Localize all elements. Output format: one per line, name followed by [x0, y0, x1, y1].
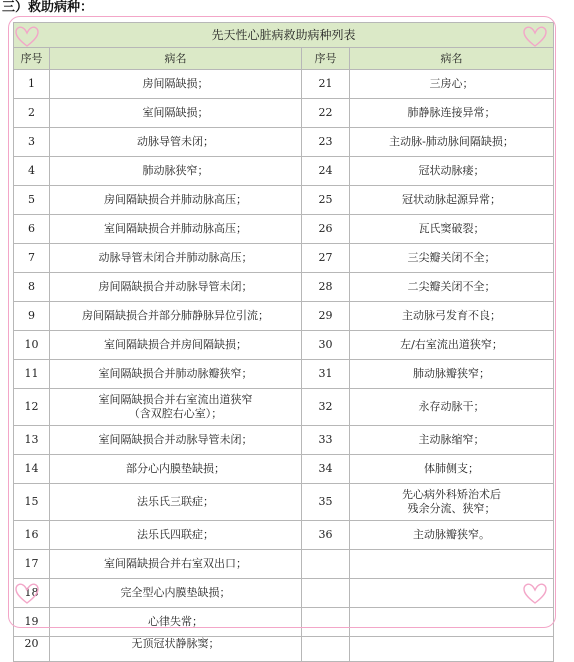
number-left-text: 10: [24, 338, 39, 351]
table-row: [14, 484, 554, 521]
table-row: [14, 186, 554, 215]
section-heading: 三）救助病种：: [2, 0, 94, 15]
disease-right-text: 主动脉缩窄；: [418, 433, 485, 446]
number-right-text: 27: [318, 251, 333, 264]
number-left-cell: [14, 302, 50, 331]
header-number-right: 序号: [302, 48, 350, 70]
disease-right-cell: [350, 302, 554, 331]
number-left-cell: [14, 608, 50, 637]
number-left-cell: [14, 157, 50, 186]
disease-right-cell: [350, 215, 554, 244]
disease-right-cell: [350, 579, 554, 608]
number-right-cell: [302, 484, 350, 521]
number-right-cell: [302, 244, 350, 273]
disease-left-text: 室间隔缺损；: [142, 106, 209, 119]
number-right-text: 34: [318, 462, 333, 475]
table-row: [14, 426, 554, 455]
number-left-text: 19: [24, 615, 39, 628]
table-row: [14, 157, 554, 186]
table-row: [14, 302, 554, 331]
number-right-text: 22: [318, 106, 333, 119]
number-left-text: 16: [24, 528, 39, 541]
disease-left-text: 房间隔缺损；: [142, 77, 209, 90]
disease-left-cell: [50, 70, 302, 99]
disease-left-text: 室间隔缺损合并右室流出道狭窄: [98, 393, 253, 406]
disease-right-cell: [350, 550, 554, 579]
disease-right-cell: [350, 157, 554, 186]
table-row: [14, 550, 554, 579]
disease-left-text: 无顶冠状静脉窦；: [131, 637, 220, 650]
disease-left-cell: [50, 331, 302, 360]
number-right-cell: [302, 579, 350, 608]
number-left-text: 11: [24, 367, 39, 380]
header-number-left: 序号: [14, 48, 50, 70]
disease-left-text: 室间隔缺损合并动脉导管未闭；: [98, 433, 253, 446]
number-right-cell: [302, 521, 350, 550]
number-left-cell: [14, 426, 50, 455]
table-body: [14, 70, 554, 662]
number-left-text: 7: [28, 251, 35, 264]
disease-left-text: 房间隔缺损合并部分肺静脉异位引流；: [82, 309, 269, 322]
disease-right-cell: [350, 99, 554, 128]
number-right-text: 26: [318, 222, 333, 235]
disease-right-cell: [350, 128, 554, 157]
number-left-text: 20: [24, 637, 39, 650]
number-left-text: 14: [24, 462, 39, 475]
disease-left-text: 室间隔缺损合并房间隔缺损；: [104, 338, 247, 351]
disease-table: [13, 22, 554, 662]
number-left-text: 5: [28, 193, 35, 206]
disease-right-cell: [350, 637, 554, 662]
disease-left-cell: [50, 637, 302, 662]
disease-right-cell: [350, 273, 554, 302]
number-right-cell: [302, 215, 350, 244]
disease-left-cell: [50, 389, 302, 426]
number-right-cell: [302, 157, 350, 186]
table-row: [14, 579, 554, 608]
number-right-text: 33: [318, 433, 333, 446]
number-left-text: 15: [24, 495, 39, 508]
disease-left-text: 心律失常；: [148, 615, 203, 628]
number-left-cell: [14, 550, 50, 579]
disease-right-cell: [350, 389, 554, 426]
number-left-cell: [14, 360, 50, 389]
disease-left-cell: [50, 244, 302, 273]
number-right-text: 32: [318, 400, 333, 413]
number-right-text: 30: [318, 338, 333, 351]
disease-left-text: 动脉导管未闭合并肺动脉高压；: [98, 251, 253, 264]
disease-left-text: 室间隔缺损合并肺动脉高压；: [104, 222, 247, 235]
disease-right-text: 瓦氏窦破裂；: [418, 222, 485, 235]
number-left-cell: [14, 215, 50, 244]
disease-left-cell: [50, 186, 302, 215]
disease-left-cell: [50, 484, 302, 521]
number-left-text: 17: [24, 557, 39, 570]
disease-left-text-line2: （含双腔右心室）；: [128, 407, 223, 420]
disease-right-text: 肺静脉连接异常；: [407, 106, 496, 119]
number-left-text: 4: [28, 164, 35, 177]
disease-right-text: 冠状动脉起源异常；: [402, 193, 501, 206]
disease-right-text-line2: 残余分流、狭窄；: [407, 502, 496, 515]
number-left-cell: [14, 186, 50, 215]
number-left-text: 8: [28, 280, 35, 293]
table-row: [14, 521, 554, 550]
disease-right-cell: [350, 521, 554, 550]
disease-right-text: 体肺侧支；: [424, 462, 479, 475]
table-row: [14, 637, 554, 662]
number-right-cell: [302, 360, 350, 389]
table-row: [14, 70, 554, 99]
disease-right-cell: [350, 331, 554, 360]
number-left-cell: [14, 637, 50, 662]
number-right-cell: [302, 186, 350, 215]
table-title: 先天性心脏病救助病种列表: [14, 23, 554, 48]
disease-right-text: 先心病外科矫治术后: [402, 488, 501, 501]
disease-left-text: 完全型心内膜垫缺损；: [120, 586, 231, 599]
number-left-cell: [14, 244, 50, 273]
number-right-text: 23: [318, 135, 333, 148]
disease-left-cell: [50, 215, 302, 244]
disease-right-cell: [350, 70, 554, 99]
disease-left-cell: [50, 455, 302, 484]
number-right-cell: [302, 99, 350, 128]
disease-left-text: 法乐氏三联症；: [137, 495, 214, 508]
number-left-cell: [14, 70, 50, 99]
number-right-cell: [302, 331, 350, 360]
number-left-cell: [14, 579, 50, 608]
number-left-text: 18: [24, 586, 39, 599]
number-right-cell: [302, 128, 350, 157]
number-left-text: 1: [28, 77, 35, 90]
disease-left-text: 室间隔缺损合并肺动脉瓣狭窄；: [98, 367, 253, 380]
number-right-cell: [302, 426, 350, 455]
number-right-cell: [302, 550, 350, 579]
disease-left-text: 房间隔缺损合并动脉导管未闭；: [98, 280, 253, 293]
disease-right-cell: [350, 360, 554, 389]
disease-left-text: 法乐氏四联症；: [137, 528, 214, 541]
number-left-text: 9: [28, 309, 35, 322]
number-right-cell: [302, 455, 350, 484]
disease-left-cell: [50, 426, 302, 455]
number-right-text: 36: [318, 528, 333, 541]
disease-right-text: 肺动脉瓣狭窄；: [413, 367, 490, 380]
table-row: [14, 331, 554, 360]
number-right-text: 35: [318, 495, 333, 508]
number-right-cell: [302, 273, 350, 302]
disease-left-cell: [50, 521, 302, 550]
number-right-text: 28: [318, 280, 333, 293]
table-row: [14, 360, 554, 389]
table-row: [14, 215, 554, 244]
disease-left-cell: [50, 302, 302, 331]
number-left-cell: [14, 128, 50, 157]
disease-right-cell: [350, 455, 554, 484]
number-right-text: 21: [318, 77, 333, 90]
number-right-cell: [302, 70, 350, 99]
number-left-cell: [14, 273, 50, 302]
number-right-cell: [302, 608, 350, 637]
number-left-cell: [14, 484, 50, 521]
table-row: [14, 455, 554, 484]
disease-left-cell: [50, 128, 302, 157]
disease-right-cell: [350, 608, 554, 637]
number-right-cell: [302, 637, 350, 662]
number-right-text: 29: [318, 309, 333, 322]
number-left-text: 2: [28, 106, 35, 119]
disease-right-cell: [350, 244, 554, 273]
disease-left-cell: [50, 360, 302, 389]
table-row: [14, 389, 554, 426]
disease-right-text: 主动脉弓发育不良；: [402, 309, 501, 322]
disease-left-text: 部分心内膜垫缺损；: [126, 462, 225, 475]
disease-right-text: 主动脉-肺动脉间隔缺损；: [389, 135, 514, 148]
number-left-cell: [14, 521, 50, 550]
disease-right-text: 左/右室流出道狭窄；: [400, 338, 503, 351]
table-row: [14, 273, 554, 302]
disease-left-cell: [50, 273, 302, 302]
disease-right-text: 二尖瓣关闭不全；: [407, 280, 496, 293]
number-left-text: 13: [24, 433, 39, 446]
disease-left-text: 房间隔缺损合并肺动脉高压；: [104, 193, 247, 206]
disease-right-text: 冠状动脉瘘；: [418, 164, 485, 177]
disease-left-cell: [50, 608, 302, 637]
number-left-cell: [14, 99, 50, 128]
number-left-cell: [14, 389, 50, 426]
number-right-text: 31: [318, 367, 333, 380]
disease-left-text: 肺动脉狭窄；: [142, 164, 209, 177]
disease-left-cell: [50, 579, 302, 608]
number-left-text: 6: [28, 222, 35, 235]
disease-right-text: 三房心；: [429, 77, 474, 90]
number-left-text: 12: [24, 400, 39, 413]
number-right-cell: [302, 389, 350, 426]
disease-right-text: 永存动脉干；: [418, 400, 485, 413]
disease-right-text: 主动脉瓣狭窄。: [413, 528, 490, 541]
disease-left-text: 室间隔缺损合并右室双出口；: [104, 557, 247, 570]
disease-right-cell: [350, 426, 554, 455]
number-left-text: 3: [28, 135, 35, 148]
disease-right-cell: [350, 186, 554, 215]
disease-right-cell: [350, 484, 554, 521]
number-right-text: 25: [318, 193, 333, 206]
header-disease-left: 病名: [50, 48, 302, 70]
header-disease-right: 病名: [350, 48, 554, 70]
disease-left-cell: [50, 157, 302, 186]
table-row: [14, 99, 554, 128]
table-row: [14, 608, 554, 637]
number-left-cell: [14, 331, 50, 360]
table-row: [14, 244, 554, 273]
disease-left-text: 动脉导管未闭；: [137, 135, 214, 148]
disease-right-text: 三尖瓣关闭不全；: [407, 251, 496, 264]
number-right-text: 24: [318, 164, 333, 177]
disease-left-cell: [50, 550, 302, 579]
disease-left-cell: [50, 99, 302, 128]
number-left-cell: [14, 455, 50, 484]
number-right-cell: [302, 302, 350, 331]
table-row: [14, 128, 554, 157]
